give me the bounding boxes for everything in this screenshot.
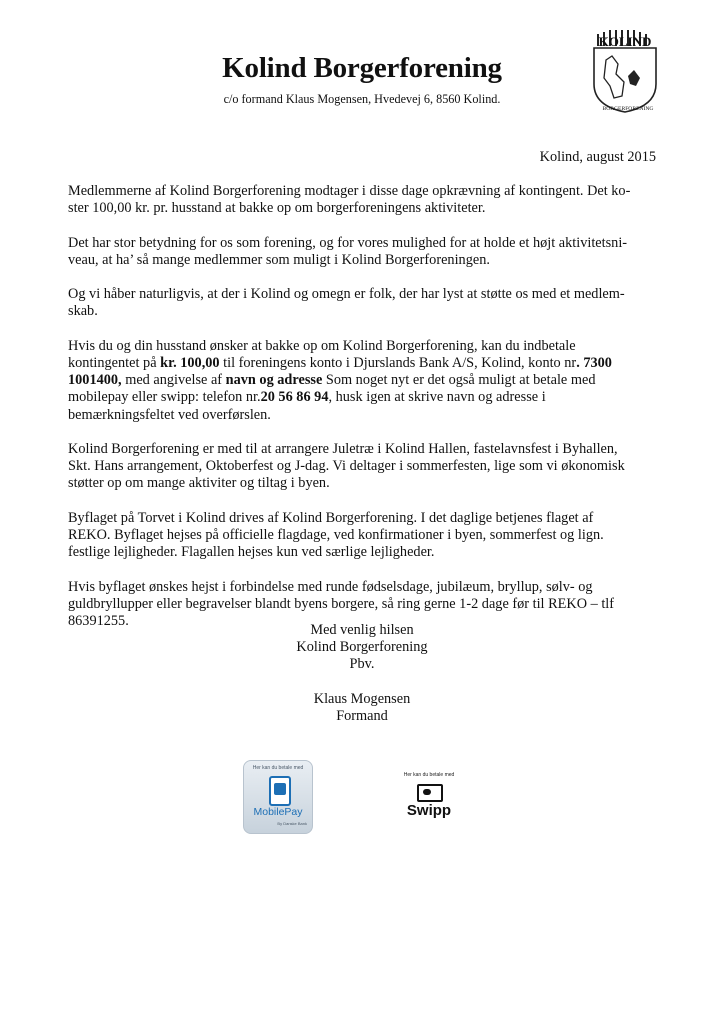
text-segment: Og vi håber naturligvis, at der i Kolind og omegn er folk, der har lyst at støtte os med et medlem- bbox=[68, 286, 625, 303]
page-title: Kolind Borgerforening bbox=[222, 52, 502, 84]
text-segment: 86391255. bbox=[68, 612, 129, 629]
text-segment: ster 100,00 kr. pr. husstand at bakke op om borgerforeningens aktiviteter. bbox=[68, 200, 486, 217]
text-segment: veau, at ha’ så mange medlemmer som muligt i Kolind Borgerforeningen. bbox=[68, 251, 490, 268]
text-segment: Byflaget på Torvet i Kolind drives af Kolind Borgerforening. I det daglige betjenes flaget af bbox=[68, 509, 594, 526]
paragraph bbox=[68, 286, 658, 320]
paragraph-line bbox=[68, 338, 658, 355]
paragraph-line bbox=[68, 510, 658, 527]
bold-text: . 7300 bbox=[576, 354, 612, 371]
logo-side-text: BORGERFORENING bbox=[602, 106, 654, 112]
closing-spacer bbox=[0, 674, 724, 691]
mobilepay-by-text: By Danske Bank bbox=[277, 821, 307, 826]
paragraph-line bbox=[68, 235, 658, 252]
closing-greeting: Med venlig hilsen bbox=[310, 622, 414, 638]
text-segment: Skt. Hans arrangement, Oktoberfest og J-dag. Vi deltager i sommerfesten, lige som vi økonomisk bbox=[68, 458, 625, 475]
text-segment: mobilepay eller swipp: telefon nr. bbox=[68, 389, 261, 406]
closing-org: Kolind Borgerforening bbox=[296, 639, 428, 656]
text-segment: , husk igen at skrive navn og adresse i bbox=[328, 389, 546, 406]
text-segment: Medlemmerne af Kolind Borgerforening modtager i disse dage opkrævning af kontingent. Det ko- bbox=[68, 183, 631, 199]
paragraph-line bbox=[68, 389, 658, 406]
paragraph-line bbox=[68, 286, 658, 303]
paragraph-line bbox=[68, 252, 658, 269]
mobilepay-phone-icon bbox=[269, 776, 291, 806]
paragraph bbox=[68, 235, 658, 269]
text-segment: Det har stor betydning for os som forening, og for vores mulighed for at holde et højt aktivitetsni- bbox=[68, 234, 628, 251]
mobilepay-badge bbox=[243, 760, 313, 834]
paragraph-line bbox=[68, 527, 658, 544]
text-segment: støtter op om mange aktiviter og tiltag i byen. bbox=[68, 475, 330, 492]
paragraph-line bbox=[68, 303, 658, 320]
text-segment: til foreningens konto i Djurslands Bank A/S, Kolind, konto nr bbox=[219, 354, 577, 371]
paragraph-line bbox=[68, 355, 658, 372]
paragraph-line bbox=[68, 200, 658, 217]
closing-pbv: Pbv. bbox=[349, 656, 375, 673]
logo-top-text: KOLIND bbox=[598, 34, 652, 49]
kolind-crest-icon bbox=[588, 26, 662, 114]
paragraph bbox=[68, 441, 658, 493]
text-segment: Som noget nyt er det også muligt at betale med bbox=[322, 372, 596, 389]
bold-text: kr. 100,00 bbox=[160, 354, 220, 371]
closing-block bbox=[0, 622, 724, 725]
text-segment: guldbryllupper eller begravelser blandt byens borgere, så ring gerne 1-2 dage før til REKO – tlf bbox=[68, 595, 615, 612]
text-segment: REKO. Byflaget hejses på officielle flagdage, ved konfirmationer i byen, sommerfest og lign. bbox=[68, 526, 604, 543]
mobilepay-name: MobilePay bbox=[253, 806, 303, 818]
mobilepay-top-text: Her kan du betale med bbox=[252, 765, 304, 771]
address-line: c/o formand Klaus Mogensen, Hvedevej 6, 8560 Kolind. bbox=[223, 92, 501, 106]
text-segment: Hvis du og din husstand ønsker at bakke op om Kolind Borgerforening, kan du indbetale bbox=[68, 337, 576, 354]
letter-body bbox=[68, 183, 658, 647]
signatory-name: Klaus Mogensen bbox=[313, 690, 411, 707]
paragraph-line bbox=[68, 579, 658, 596]
paragraph bbox=[68, 183, 658, 217]
text-segment: festlige lejligheder. Flagallen hejses kun ved særlige lejligheder. bbox=[68, 544, 435, 561]
letter-date: Kolind, august 2015 bbox=[539, 149, 656, 165]
paragraph-line bbox=[68, 475, 658, 492]
paragraph-line bbox=[68, 441, 658, 458]
paragraph-line bbox=[68, 544, 658, 561]
paragraph bbox=[68, 510, 658, 562]
text-segment: skab. bbox=[68, 303, 98, 320]
paragraph-line bbox=[68, 596, 658, 613]
text-segment: med angivelse af bbox=[121, 372, 226, 389]
text-segment: kontingentet på bbox=[68, 354, 161, 371]
paragraph bbox=[68, 338, 658, 424]
paragraph-line bbox=[68, 458, 658, 475]
paragraph-line bbox=[68, 183, 658, 200]
paragraph-line bbox=[68, 372, 658, 389]
bold-text: 1001400, bbox=[68, 372, 122, 389]
bold-text: 20 56 86 94 bbox=[260, 389, 329, 406]
swipp-badge bbox=[390, 772, 468, 826]
signatory-role: Formand bbox=[336, 708, 388, 724]
paragraph-line bbox=[68, 407, 658, 424]
text-segment: Kolind Borgerforening er med til at arrangere Juletræ i Kolind Hallen, fastelavnsfest i Byhallen, bbox=[68, 440, 618, 457]
swipp-name: Swipp bbox=[406, 802, 452, 819]
swipp-wallet-icon bbox=[417, 784, 443, 802]
bold-text: navn og adresse bbox=[225, 372, 323, 389]
swipp-top-text: Her kan du betale med bbox=[403, 772, 455, 778]
text-segment: bemærkningsfeltet ved overførslen. bbox=[68, 406, 271, 423]
text-segment: Hvis byflaget ønskes hejst i forbindelse med runde fødselsdage, jubilæum, bryllup, sølv- og bbox=[68, 578, 593, 595]
